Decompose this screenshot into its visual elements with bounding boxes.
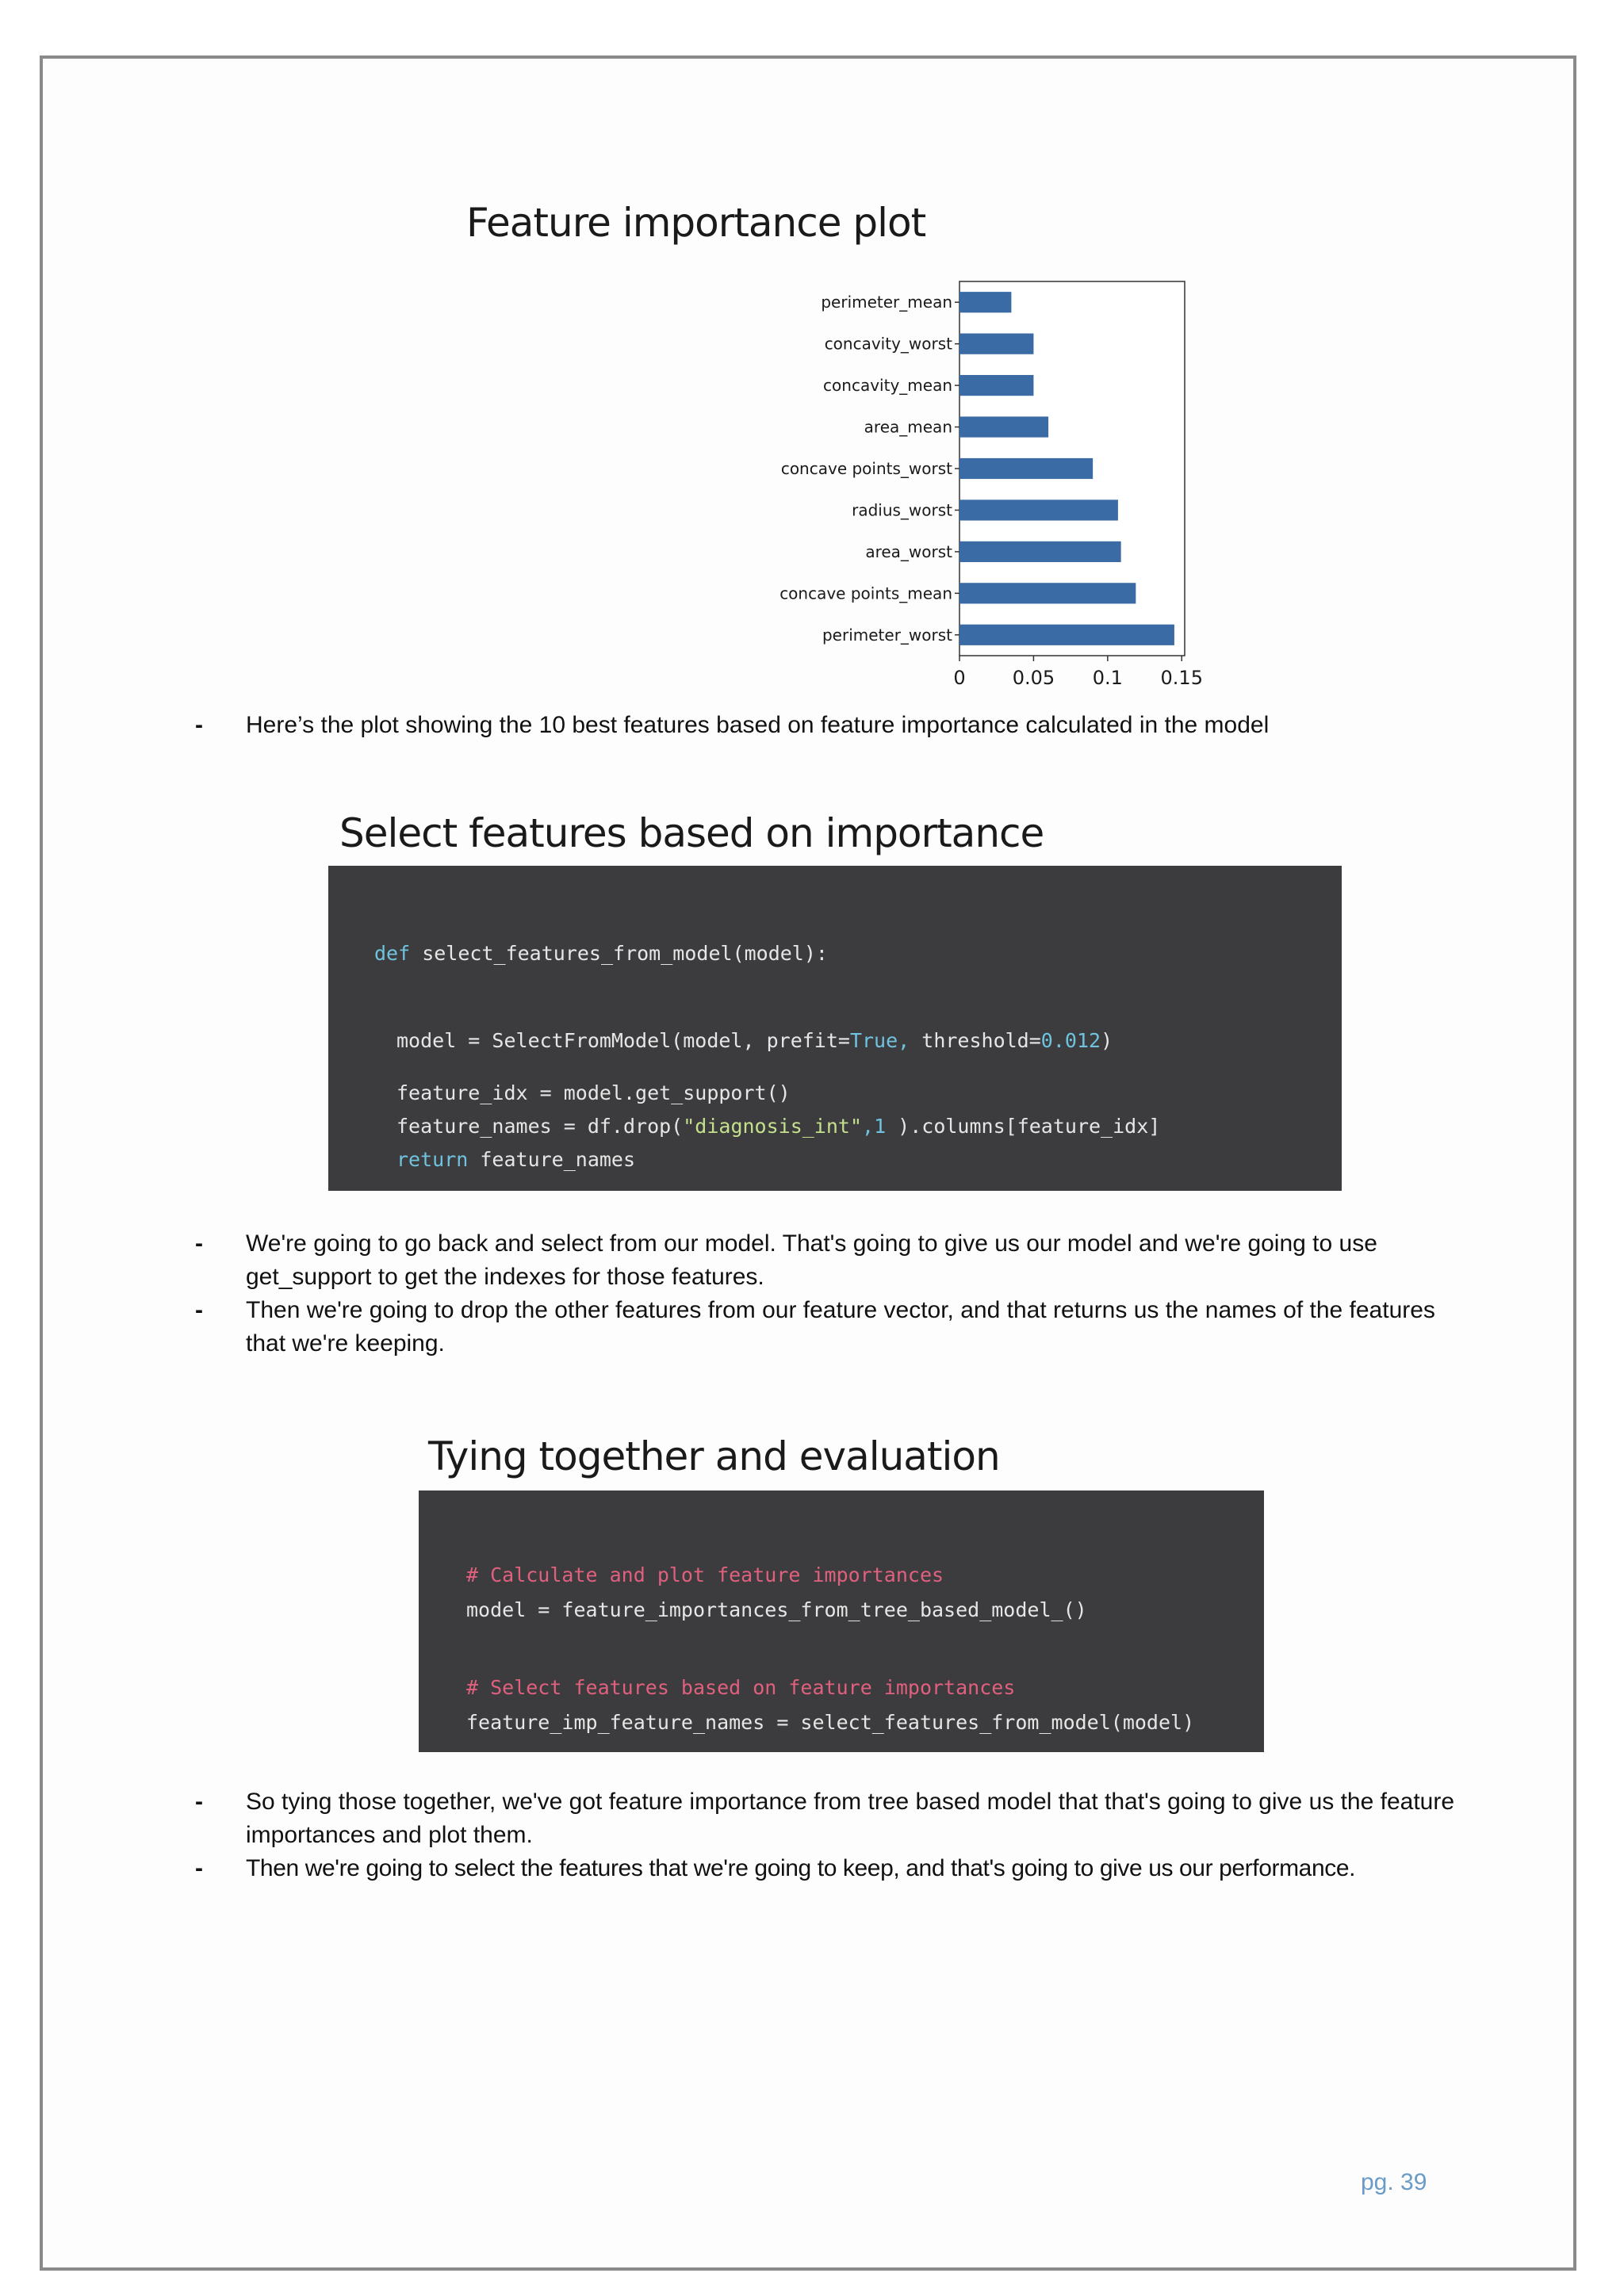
code-line [396, 1115, 1160, 1138]
y-tick-label: perimeter_worst [822, 625, 952, 645]
code-text: model = SelectFromModel(model, prefit= [396, 1029, 850, 1052]
bar [959, 541, 1121, 562]
bullet-plot-description [195, 709, 1456, 742]
code-string: "diagnosis_int" [683, 1115, 863, 1138]
bullet-drop-features [195, 1294, 1456, 1360]
bullet-dash: - [195, 712, 203, 738]
code-text: select_features_from_model(model): [410, 942, 828, 965]
bar [959, 499, 1118, 520]
tying-together-title: Tying together and evaluation [428, 1433, 1000, 1479]
code-line [396, 1029, 1113, 1052]
code-line [374, 942, 828, 965]
bar [959, 375, 1033, 396]
bullet-select-model [195, 1227, 1456, 1294]
x-tick-label: 0 [953, 667, 966, 689]
bullet-text: Then we're going to drop the other features from our feature vector, and that returns us the names of the features that we're keeping. [246, 1297, 1435, 1357]
code-text: threshold= [910, 1029, 1041, 1052]
bar [959, 334, 1033, 354]
code-number: 0.012 [1040, 1029, 1101, 1052]
code-line: feature_imp_feature_names = select_features_from_model(model) [466, 1711, 1195, 1734]
code-text: feature_idx = model.get_support() [396, 1081, 791, 1104]
code-keyword: return [396, 1148, 469, 1171]
x-tick-label: 0.1 [1092, 667, 1123, 689]
code-line [396, 1081, 791, 1104]
bullet-dash: - [195, 1230, 203, 1257]
code-line [396, 1148, 635, 1171]
bullet-dash: - [195, 1789, 203, 1815]
bullet-tying-together [195, 1785, 1456, 1852]
bullet-text: Then we're going to select the features that we're going to keep, and that's going to give us our performance. [246, 1855, 1356, 1881]
code-block-select-features [328, 866, 1342, 1191]
bullet-text: So tying those together, we've got feature importance from tree based model that that's going to give us the feature importances and plot them. [246, 1789, 1455, 1848]
bar [959, 292, 1011, 312]
y-tick-label: area_mean [864, 417, 952, 437]
bar [959, 416, 1048, 437]
code-comment: # Select features based on feature importances [466, 1676, 1016, 1699]
x-tick-label: 0.15 [1160, 667, 1203, 689]
code-keyword: def [374, 942, 411, 965]
code-keyword: True, [849, 1029, 910, 1052]
y-tick-label: concavity_mean [823, 376, 952, 396]
bullet-text: Here’s the plot showing the 10 best features based on feature importance calculated in the model [246, 712, 1270, 738]
bullet-dash: - [195, 1855, 203, 1881]
code-text: feature_names = df.drop( [396, 1115, 684, 1138]
y-tick-label: area_worst [865, 541, 952, 561]
select-features-title: Select features based on importance [339, 810, 1044, 856]
feature-plot-title: Feature importance plot [466, 200, 926, 246]
y-tick-label: radius_worst [852, 500, 952, 520]
code-comment: # Calculate and plot feature importances [466, 1563, 944, 1586]
code-number: ,1 [862, 1115, 887, 1138]
code-text: feature_names [468, 1148, 636, 1171]
y-tick-label: concavity_worst [824, 334, 952, 354]
bar [959, 583, 1136, 603]
page-number: pg. 39 [1361, 2169, 1427, 2195]
code-text: ).columns[feature_idx] [886, 1115, 1161, 1138]
feature-importance-chart [761, 270, 1221, 714]
bar [959, 625, 1174, 645]
y-tick-label: concave points_mean [779, 584, 952, 603]
bullet-text: We're going to go back and select from our model. That's going to give us our model and we're going to use get_support to get the indexes for those features. [246, 1230, 1377, 1290]
bullet-dash: - [195, 1297, 203, 1323]
bar [959, 458, 1093, 479]
code-line: model = feature_importances_from_tree_based_model_() [466, 1598, 1087, 1621]
bullet-select-keep [195, 1852, 1456, 1885]
code-block-tying-together [419, 1490, 1264, 1752]
y-tick-label: perimeter_mean [821, 293, 952, 312]
x-tick-label: 0.05 [1012, 667, 1055, 689]
code-text: ) [1101, 1029, 1113, 1052]
y-tick-label: concave points_worst [780, 459, 952, 478]
